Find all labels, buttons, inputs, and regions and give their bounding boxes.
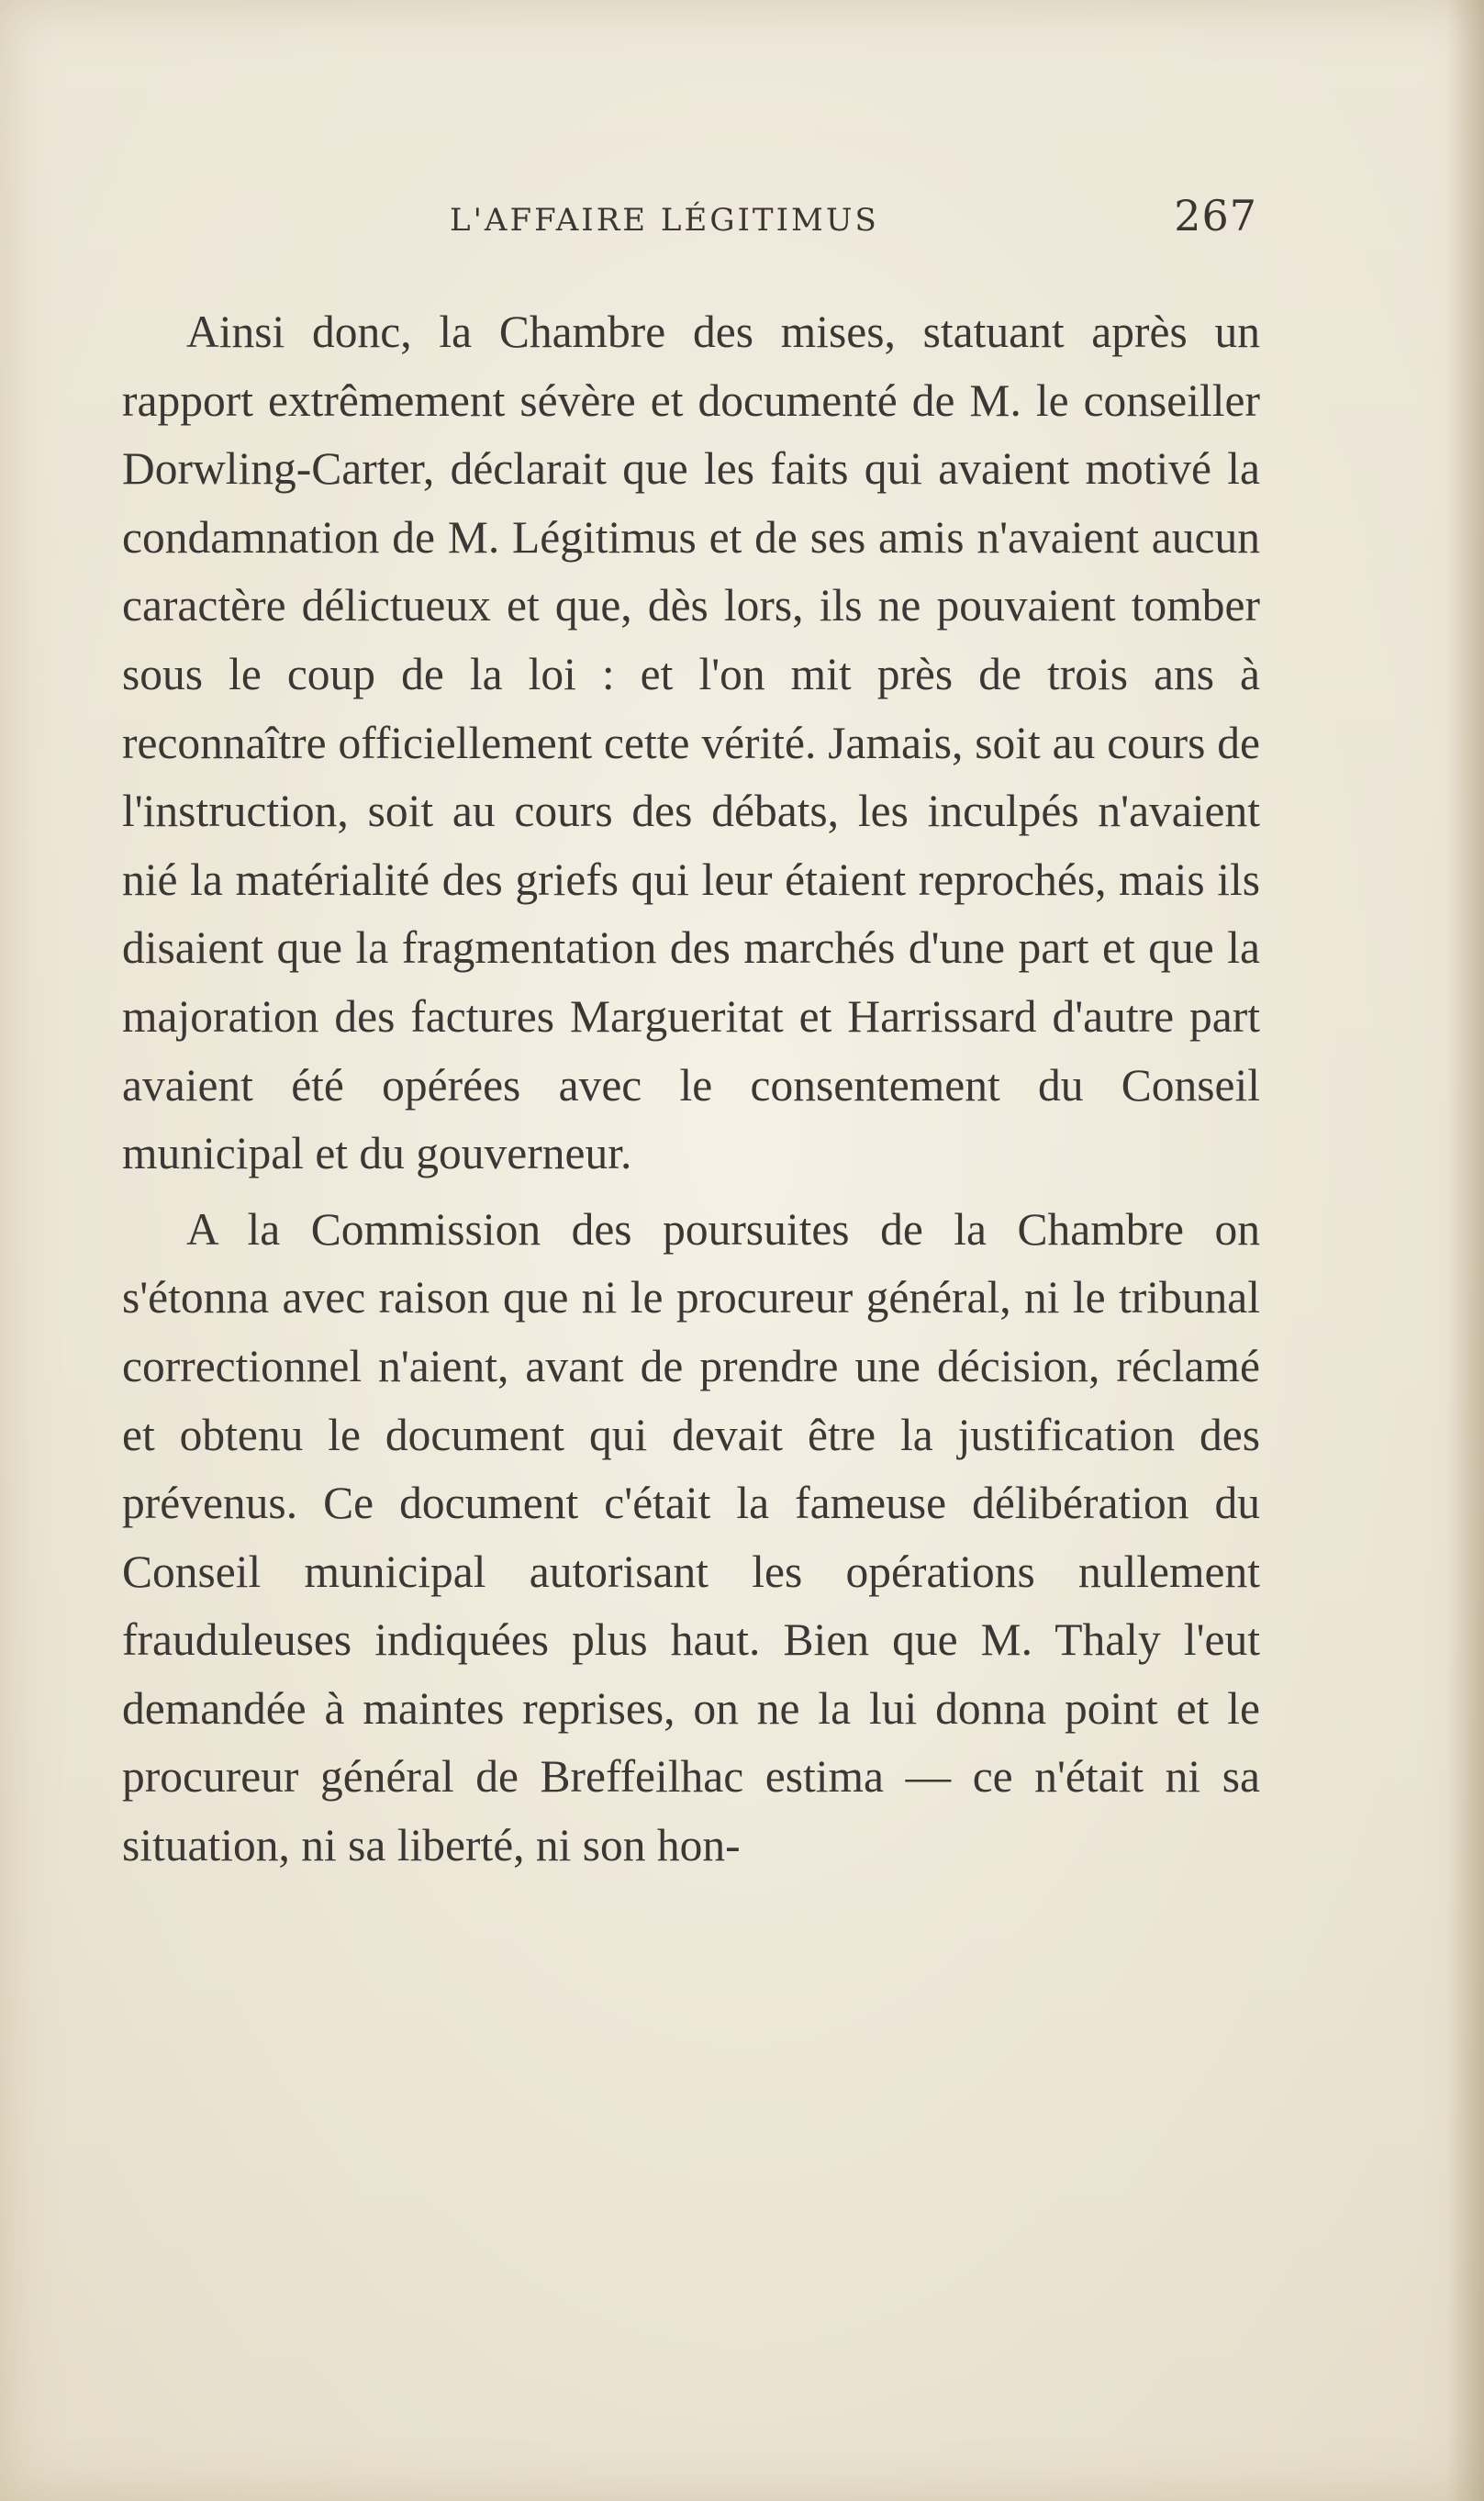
paragraph-2: A la Commission des poursuites de la Chambre on s'étonna avec raison que ni le procureur général, ni le tribunal correctionnel n'aient, avant de prendre une décision, réclamé et obtenu le document qui devait être la justification des prévenus. Ce document c'était la fameuse délibération du Conseil municipal autorisant les opérations nullement frauduleuses indiquées plus haut. Bien que M. Thaly l'eut demandée à maintes reprises, on ne la lui donna point et le procureur général de Breffeilhac estima — ce n'était ni sa situation, ni sa liberté, ni son hon- <box>122 1203 1260 1871</box>
running-title: L'AFFAIRE LÉGITIMUS <box>450 202 879 239</box>
paragraph-1: Ainsi donc, la Chambre des mises, statuant après un rapport extrêmement sévère et documenté de M. le conseiller Dorwling-Carter, déclarait que les faits qui avaient motivé la condamnation de M. Légitimus et de ses amis n'avaient aucun caractère délictueux et que, dès lors, ils ne pouvaient tomber sous le coup de la loi : et l'on mit près de trois ans à reconnaître officiellement cette vérité. Jamais, soit au cours de l'instruction, soit au cours des débats, les inculpés n'avaient nié la matérialité des griefs qui leur étaient reprochés, mais ils disaient que la fragmentation des marchés d'une part et que la majoration des factures Margueritat et Harrissard d'autre part avaient été opérées avec le consentement du Conseil municipal et du gouverneur. <box>122 307 1260 1179</box>
page-edge-shadow <box>1447 0 1484 2501</box>
body-text <box>122 298 1260 1881</box>
running-head <box>124 191 1257 246</box>
page-number: 267 <box>1174 191 1257 240</box>
